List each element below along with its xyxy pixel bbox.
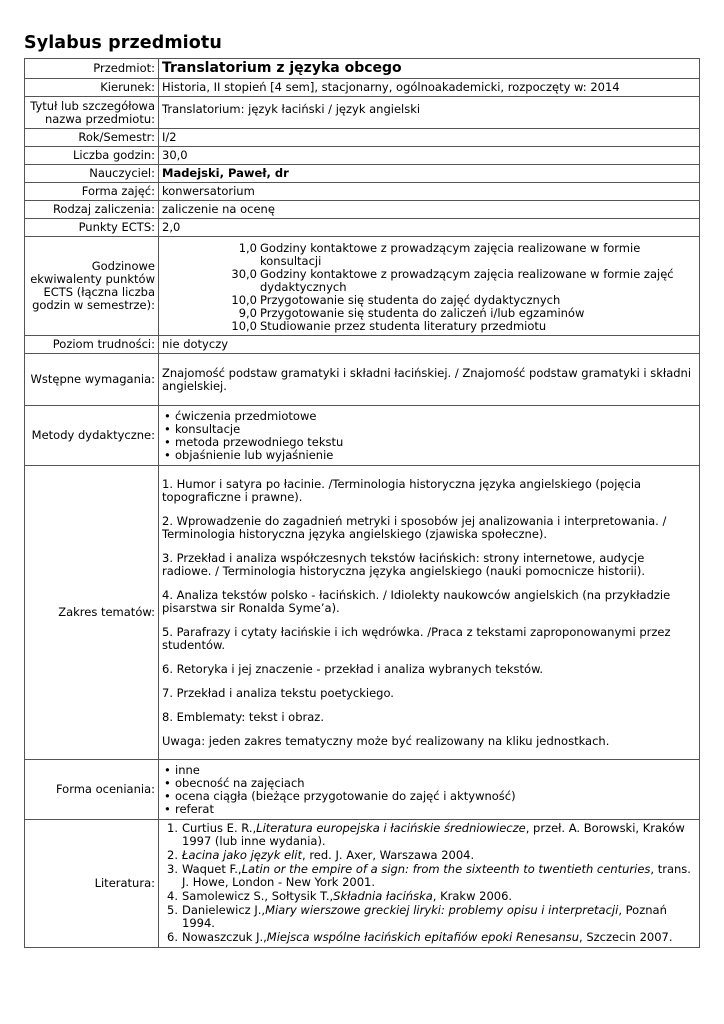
- literature-details: , Krakw 2006.: [432, 889, 513, 903]
- literature-author: Samolewicz S., Sołtysik T.,: [182, 889, 334, 903]
- literature-item: [162, 904, 696, 930]
- list-item: • referat: [162, 803, 696, 816]
- row-poziom: [25, 336, 700, 354]
- literature-number: 3.: [167, 862, 178, 876]
- ects-hours-text: Godziny kontaktowe z prowadzącym zajęcia realizowane w formie zajęć dydaktycznych: [260, 267, 674, 294]
- value-nauczyciel: Madejski, Paweł, dr: [159, 165, 700, 183]
- literature-title: Miejsca wspólne łacińskich epitafiów epoki Renesansu: [266, 930, 580, 944]
- list-item: • metoda przewodniego tekstu: [162, 436, 696, 449]
- value-literatura: [159, 820, 700, 948]
- literature-details: , Szczecin 2007.: [579, 930, 673, 944]
- ects-hours-value: 10,0: [231, 319, 257, 333]
- literature-details: , red. J. Axer, Warszawa 2004.: [302, 848, 475, 862]
- row-godziny: [25, 147, 700, 165]
- label-ocenianie: Forma oceniania:: [25, 760, 159, 820]
- value-rodzaj: zaliczenie na ocenę: [159, 201, 700, 219]
- label-forma: Forma zajęć:: [25, 183, 159, 201]
- row-rok: [25, 129, 700, 147]
- label-tytul: Tytuł lub szczegółowa nazwa przedmiotu:: [25, 97, 159, 129]
- literature-list: [162, 822, 696, 944]
- row-metody: [25, 406, 700, 466]
- label-ekwiwalenty: Godzinowe ekwiwalenty punktów ECTS (łączna liczba godzin w semestrze):: [25, 237, 159, 336]
- syllabus-table: [24, 58, 700, 948]
- literature-details: , Poznań 1994.: [182, 903, 667, 930]
- topic-item: Uwaga: jeden zakres tematyczny może być realizowany na kliku jednostkach.: [162, 733, 610, 748]
- literature-title: Latin or the empire of a sign: from the sixteenth to twentieth centuries: [241, 862, 651, 876]
- label-rodzaj: Rodzaj zaliczenia:: [25, 201, 159, 219]
- literature-author: Nowaszczuk J.,: [182, 930, 267, 944]
- ects-hours-row: [162, 320, 696, 333]
- value-zakres: [159, 466, 700, 760]
- literature-number: 1.: [167, 821, 178, 835]
- methods-list: [162, 410, 696, 462]
- label-ects: Punkty ECTS:: [25, 219, 159, 237]
- value-godziny: 30,0: [159, 147, 700, 165]
- literature-title: Literatura europejska i łacińskie średniowiecze: [256, 821, 526, 835]
- literature-title: Miary wierszowe greckiej liryki: problemy opisu i interpretacji: [265, 903, 619, 917]
- topic-item: 1. Humor i satyra po łacinie. /Terminologia historyczna języka angielskiego (pojęcia topograficzne i prawne).: [162, 476, 642, 504]
- list-item: • konsultacje: [162, 423, 696, 436]
- topic-item: 4. Analiza tekstów polsko - łacińskich. / Idiolekty naukowców angielskich (na przykładzie pisarstwa sir Ronalda Syme’a).: [162, 587, 671, 615]
- value-poziom: nie dotyczy: [159, 336, 700, 354]
- literature-text: [182, 849, 696, 862]
- literature-item: [162, 849, 696, 862]
- topic-item: 3. Przekład i analiza współczesnych tekstów łacińskich: strony internetowe, audycje radiowe. / Terminologia historyczna języka angielskiego (nauki pomocnicze historii).: [162, 550, 646, 578]
- label-kierunek: Kierunek:: [25, 79, 159, 97]
- literature-title: Składnia łacińska: [333, 889, 433, 903]
- assessment-list: [162, 764, 696, 816]
- literature-item: [162, 890, 696, 903]
- label-zakres: Zakres tematów:: [25, 466, 159, 760]
- literature-item: [162, 822, 696, 848]
- ects-hours-row: [162, 268, 696, 294]
- list-item: • inne: [162, 764, 696, 777]
- page-title: Sylabus przedmiotu: [24, 33, 222, 53]
- list-item: • objaśnienie lub wyjaśnienie: [162, 449, 696, 462]
- label-metody: Metody dydaktyczne:: [25, 406, 159, 466]
- row-tytul: [25, 97, 700, 129]
- ects-hours-text: Studiowanie przez studenta literatury przedmiotu: [260, 319, 547, 333]
- literature-text: [182, 822, 696, 848]
- row-literatura: [25, 820, 700, 948]
- topic-item: 8. Emblematy: tekst i obraz.: [162, 709, 324, 724]
- ects-hours-value: 10,0: [231, 293, 257, 307]
- row-nauczyciel: [25, 165, 700, 183]
- literature-number: 2.: [167, 848, 178, 862]
- row-forma: [25, 183, 700, 201]
- value-ects: 2,0: [159, 219, 700, 237]
- row-ekwiwalenty: [25, 237, 700, 336]
- ects-hours-text: Przygotowanie się studenta do zajęć dydaktycznych: [260, 293, 561, 307]
- ects-hours-row: [162, 242, 696, 268]
- list-item: • ćwiczenia przedmiotowe: [162, 410, 696, 423]
- literature-author: Waquet F.,: [182, 862, 242, 876]
- literature-text: [182, 904, 696, 930]
- label-rok: Rok/Semestr:: [25, 129, 159, 147]
- list-item: • ocena ciągła (bieżące przygotowanie do zajęć i aktywność): [162, 790, 696, 803]
- literature-details: , przeł. A. Borowski, Kraków 1997 (lub inne wydania).: [182, 821, 685, 848]
- row-ocenianie: [25, 760, 700, 820]
- topic-item: 7. Przekład i analiza tekstu poetyckiego.: [162, 685, 394, 700]
- value-wymagania: Znajomość podstaw gramatyki i składni łacińskiej. / Znajomość podstaw gramatyki i składni angielskiej.: [159, 354, 700, 406]
- literature-text: [182, 931, 696, 944]
- value-forma: konwersatorium: [159, 183, 700, 201]
- ects-hours-value: 1,0: [238, 241, 257, 255]
- value-rok: I/2: [159, 129, 700, 147]
- topic-item: 2. Wprowadzenie do zagadnień metryki i sposobów jej analizowania i interpretowania. / Terminologia historyczna języka angielskiego (zjawiska społeczne).: [162, 513, 667, 541]
- ects-hours-text: Przygotowanie się studenta do zaliczeń i/lub egzaminów: [260, 306, 585, 320]
- topic-item: 6. Retoryka i jej znaczenie - przekład i analiza wybranych tekstów.: [162, 661, 544, 676]
- row-wymagania: [25, 354, 700, 406]
- literature-author: Danielewicz J.,: [182, 903, 266, 917]
- list-item: • obecność na zajęciach: [162, 777, 696, 790]
- row-rodzaj: [25, 201, 700, 219]
- topic-item: 5. Parafrazy i cytaty łacińskie i ich wędrówka. /Praca z tekstami zaproponowanymi przez studentów.: [162, 624, 671, 652]
- row-kierunek: [25, 79, 700, 97]
- literature-text: [182, 863, 696, 889]
- label-przedmiot: Przedmiot:: [25, 59, 159, 79]
- value-ocenianie: [159, 760, 700, 820]
- ects-hours-text: Godziny kontaktowe z prowadzącym zajęcia realizowane w formie konsultacji: [260, 241, 641, 268]
- literature-number: 6.: [167, 930, 178, 944]
- label-wymagania: Wstępne wymagania:: [25, 354, 159, 406]
- row-zakres: [25, 466, 700, 760]
- label-literatura: Literatura:: [25, 820, 159, 948]
- literature-number: 5.: [167, 903, 178, 917]
- value-przedmiot: Translatorium z języka obcego: [159, 59, 700, 79]
- label-nauczyciel: Nauczyciel:: [25, 165, 159, 183]
- literature-details: , trans. J. Howe, London - New York 2001.: [182, 862, 691, 889]
- value-kierunek: Historia, II stopień [4 sem], stacjonarny, ogólnoakademicki, rozpoczęty w: 2014: [159, 79, 700, 97]
- value-ekwiwalenty: [159, 237, 700, 336]
- literature-item: [162, 931, 696, 944]
- value-metody: [159, 406, 700, 466]
- ects-hours-value: 30,0: [231, 267, 257, 281]
- literature-text: [182, 890, 696, 903]
- literature-item: [162, 863, 696, 889]
- literature-author: Curtius E. R.,: [182, 821, 257, 835]
- literature-number: 4.: [167, 889, 178, 903]
- ects-hours-value: 9,0: [238, 306, 257, 320]
- row-przedmiot: [25, 59, 700, 79]
- row-ects: [25, 219, 700, 237]
- value-tytul: Translatorium: język łaciński / język angielski: [159, 97, 700, 129]
- literature-title: Łacina jako język elit: [182, 848, 303, 862]
- label-godziny: Liczba godzin:: [25, 147, 159, 165]
- label-poziom: Poziom trudności:: [25, 336, 159, 354]
